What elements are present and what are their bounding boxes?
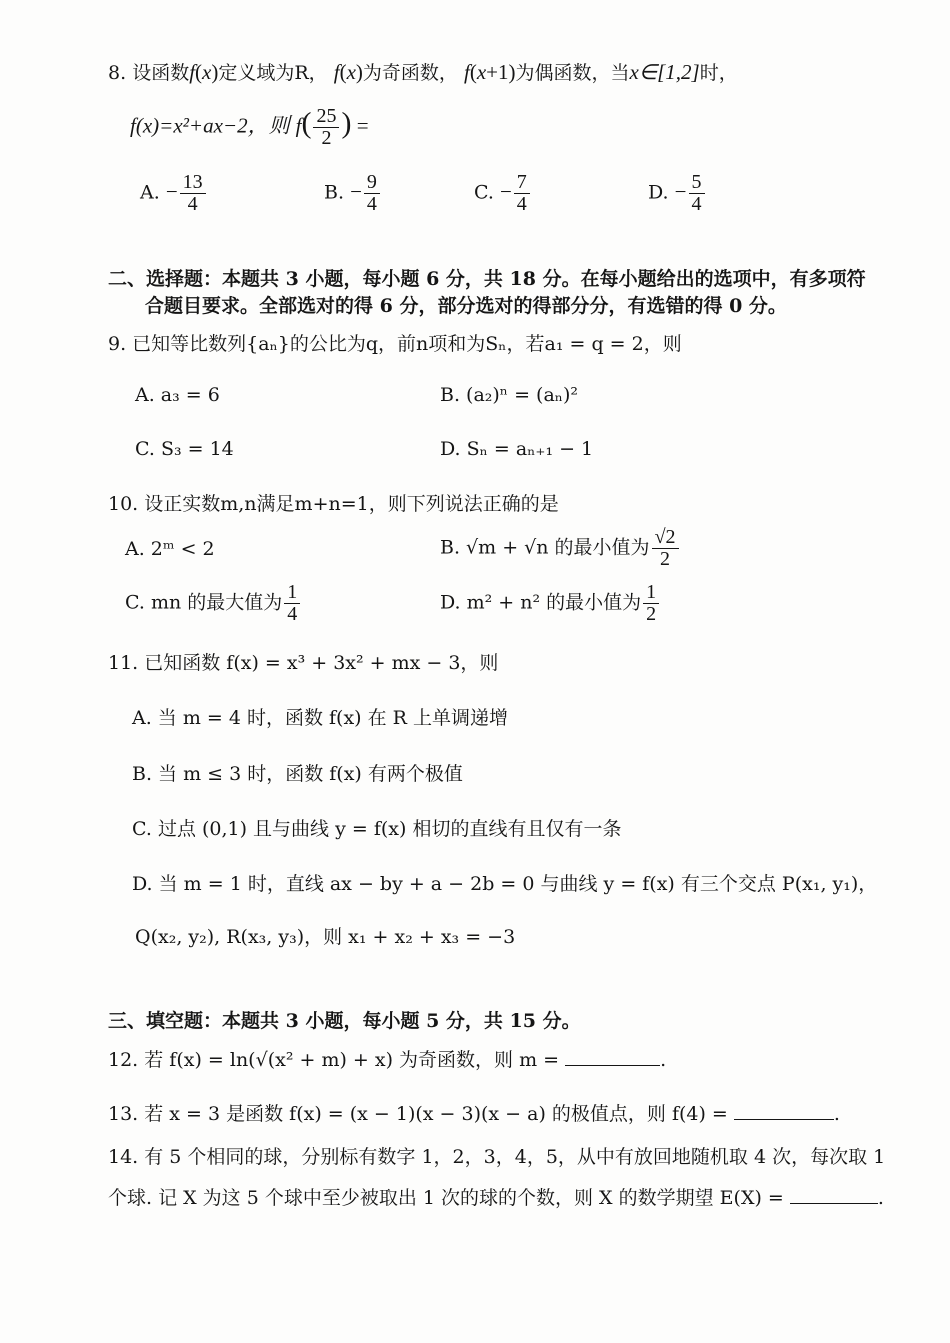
q9-stem: 9. 已知等比数列{aₙ}的公比为q，前n项和为Sₙ，若a₁ = q = 2，则 — [108, 333, 682, 355]
q10-option-d: D. m² + n² 的最小值为 $\frac{1}{2}$ — [440, 582, 661, 625]
q11-option-c: C. 过点 (0,1) 且与曲线 y = f(x) 相切的直线有且仅有一条 — [132, 818, 622, 840]
q9-option-b: B. (a₂)ⁿ = (aₙ)² — [440, 384, 579, 406]
q13-answer-blank[interactable] — [734, 1101, 834, 1120]
q9-option-a: A. a₃ = 6 — [135, 384, 220, 406]
q14-stem-line2: 个球. 记 X 为这 5 个球中至少被取出 1 次的球的个数，则 X 的数学期望 E(X) = . — [108, 1187, 884, 1209]
q12-answer-blank[interactable] — [565, 1047, 660, 1066]
q8-fraction: $\frac{25}{2}$ — [313, 106, 339, 149]
q10-option-b: B. √m + √n 的最小值为 $\frac{√2}{2}$ — [440, 527, 681, 570]
q8-option-c: C. − $\frac{7}{4}$ — [474, 172, 532, 215]
q11-option-d-line1: D. 当 m = 1 时，直线 ax − by + a − 2b = 0 与曲线 y = f(x) 有三个交点 P(x₁, y₁)， — [132, 873, 878, 895]
section2-heading-line1: 二、选择题：本题共 3 小题，每小题 6 分，共 18 分。在每小题给出的选项中，有多项符 — [108, 268, 866, 290]
q10-option-c: C. mn 的最大值为 $\frac{1}{4}$ — [125, 582, 302, 625]
q11-option-a: A. 当 m = 4 时，函数 f(x) 在 R 上单调递增 — [132, 707, 509, 729]
q8-stem-line1: 8. 设函数f(x)定义域为R， f(x)为奇函数， f(x+1)为偶函数，当x∈[1,2]时， — [108, 60, 738, 84]
q10-stem: 10. 设正实数m,n满足m+n=1，则下列说法正确的是 — [108, 493, 559, 515]
q10-option-a: A. 2ᵐ < 2 — [125, 538, 215, 560]
q14-answer-blank[interactable] — [790, 1185, 878, 1204]
q13-stem: 13. 若 x = 3 是函数 f(x) = (x − 1)(x − 3)(x − a) 的极值点，则 f(4) = . — [108, 1103, 840, 1125]
q12-stem: 12. 若 f(x) = ln(√(x² + m) + x) 为奇函数，则 m = . — [108, 1049, 667, 1071]
q8-option-a: A. − $\frac{13}{4}$ — [140, 172, 208, 215]
q14-stem-line1: 14. 有 5 个相同的球，分别标有数字 1，2，3，4，5，从中有放回地随机取 4 次，每次取 1 — [108, 1146, 886, 1168]
q11-option-b: B. 当 m ≤ 3 时，函数 f(x) 有两个极值 — [132, 763, 463, 785]
section2-heading-line2: 合题目要求。全部选对的得 6 分，部分选对的得部分分，有选错的得 0 分。 — [145, 295, 787, 317]
q8-option-d: D. − $\frac{5}{4}$ — [648, 172, 707, 215]
q8-stem-line2: f(x)=x²+ax−2，则 f( $\frac{25}{2}$ ) = — [130, 105, 369, 149]
section3-heading: 三、填空题：本题共 3 小题，每小题 5 分，共 15 分。 — [108, 1010, 581, 1032]
q9-option-d: D. Sₙ = aₙ₊₁ − 1 — [440, 438, 594, 460]
q11-option-d-line2: Q(x₂, y₂), R(x₃, y₃)，则 x₁ + x₂ + x₃ = −3 — [135, 926, 516, 948]
q9-option-c: C. S₃ = 14 — [135, 438, 234, 460]
q11-stem: 11. 已知函数 f(x) = x³ + 3x² + mx − 3，则 — [108, 652, 499, 674]
q8-option-b: B. − $\frac{9}{4}$ — [324, 172, 382, 215]
